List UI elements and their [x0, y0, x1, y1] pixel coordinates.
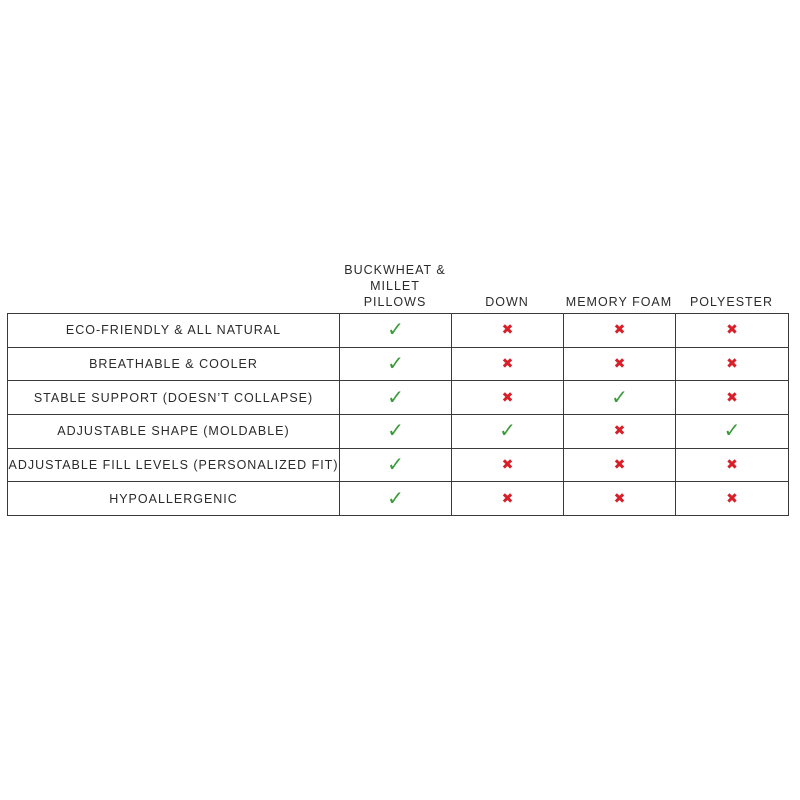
- table-row: [8, 482, 789, 516]
- cross-icon: ✖: [726, 322, 738, 339]
- checkmark-icon: ✓: [499, 418, 516, 443]
- comparison-cell: [676, 415, 789, 449]
- column-header-down: DOWN: [485, 295, 529, 309]
- comparison-cell: [452, 415, 564, 449]
- comparison-cell: [676, 448, 789, 482]
- table-row: [8, 448, 789, 482]
- comparison-cell: [564, 448, 676, 482]
- comparison-cell: [676, 347, 789, 381]
- cross-icon: ✖: [613, 490, 626, 507]
- checkmark-icon: ✓: [387, 452, 404, 477]
- comparison-table-body: [8, 314, 789, 516]
- comparison-cell: [452, 381, 564, 415]
- comparison-cell: [564, 347, 676, 381]
- cross-icon: ✖: [613, 322, 626, 339]
- column-header-polyester: POLYESTER: [689, 295, 774, 309]
- comparison-cell: [564, 314, 676, 348]
- cross-icon: ✖: [613, 356, 626, 373]
- comparison-cell: [340, 482, 452, 516]
- checkmark-icon: ✓: [387, 317, 404, 342]
- cross-icon: ✖: [501, 322, 514, 339]
- comparison-cell: [340, 314, 452, 348]
- cross-icon: ✖: [613, 457, 626, 474]
- column-header-buckwheat-millet: BUCKWHEAT & MILLET PILLOWS: [344, 263, 446, 309]
- feature-label: HYPOALLERGENIC: [8, 482, 340, 516]
- cross-icon: ✖: [726, 490, 738, 507]
- checkmark-icon: ✓: [723, 418, 741, 443]
- comparison-cell: [676, 314, 789, 348]
- comparison-cell: [340, 347, 452, 381]
- feature-label: ADJUSTABLE FILL LEVELS (PERSONALIZED FIT): [8, 448, 340, 482]
- comparison-cell: [676, 381, 789, 415]
- comparison-cell: [452, 448, 564, 482]
- cross-icon: ✖: [613, 423, 626, 440]
- table-row: [8, 314, 789, 348]
- comparison-cell: [452, 314, 564, 348]
- cross-icon: ✖: [501, 356, 514, 373]
- cross-icon: ✖: [726, 389, 738, 406]
- checkmark-icon: ✓: [387, 485, 404, 510]
- comparison-cell: [564, 482, 676, 516]
- checkmark-icon: ✓: [611, 384, 628, 409]
- feature-label: STABLE SUPPORT (DOESN’T COLLAPSE): [8, 381, 340, 415]
- comparison-cell: [564, 381, 676, 415]
- checkmark-icon: ✓: [387, 351, 404, 376]
- table-row: [8, 347, 789, 381]
- cross-icon: ✖: [726, 356, 738, 373]
- comparison-table: [7, 313, 789, 516]
- table-row: [8, 415, 789, 449]
- comparison-cell: [676, 482, 789, 516]
- table-row: [8, 381, 789, 415]
- feature-label: ADJUSTABLE SHAPE (MOLDABLE): [8, 415, 340, 449]
- comparison-cell: [452, 482, 564, 516]
- comparison-cell: [340, 448, 452, 482]
- comparison-cell: [564, 415, 676, 449]
- column-header-memory-foam: MEMORY FOAM: [565, 295, 673, 309]
- cross-icon: ✖: [501, 457, 514, 474]
- cross-icon: ✖: [501, 389, 514, 406]
- comparison-cell: [340, 415, 452, 449]
- comparison-cell: [340, 381, 452, 415]
- cross-icon: ✖: [726, 457, 738, 474]
- feature-label: BREATHABLE & COOLER: [8, 347, 340, 381]
- comparison-header-row: [7, 263, 788, 310]
- comparison-cell: [452, 347, 564, 381]
- checkmark-icon: ✓: [387, 384, 404, 409]
- cross-icon: ✖: [501, 490, 514, 507]
- feature-label: ECO-FRIENDLY & ALL NATURAL: [8, 314, 340, 348]
- checkmark-icon: ✓: [387, 418, 404, 443]
